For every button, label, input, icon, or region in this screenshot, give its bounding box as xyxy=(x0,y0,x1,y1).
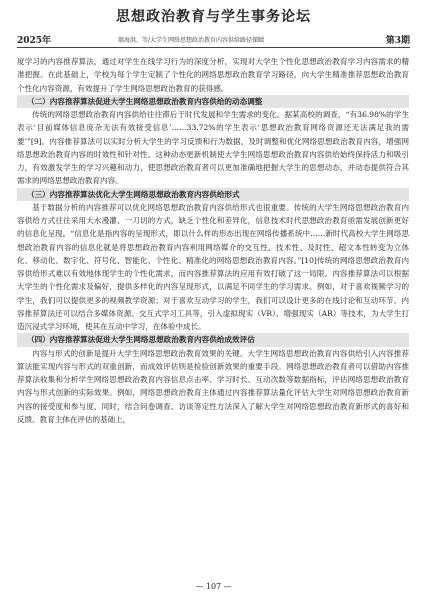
running-head: 郝海洪，等/大学生网络思想政治教育内容供给路径探赜 xyxy=(118,37,265,44)
section-heading: （四）内容推荐算法促进大学生网络思想政治教育内容供给成效评估 xyxy=(17,333,409,346)
header-rule xyxy=(17,47,410,48)
body-paragraph: 内容与形式的创新是提升大学生网络思想政治教育效果的关键。大学生网络思想政治教育内容供给引入内容推荐算法能实现内容与形式的双重创新，而成效评估则是检验创新效果的重要手段。网络思想政治教育者可以借助内容推荐算法收集和分析学生网络思想政治教育内容信息点击率、学习时长、互动次数等数据指标，评估网络思想政治教育内容与形式创新的实际效果。例如，网络思想政治教育主体通过内容推荐算法量化评估大学生对网络思想政治教育新内容的接受度和参与度，同时，结合问卷调查、访谈等定性方法深入了解大学生对网络思想政治教育新形式的喜好和反馈。教育主体在评估的基础上， xyxy=(17,348,409,424)
issue-number: 第3期 xyxy=(385,36,410,46)
article-body xyxy=(17,55,409,426)
section-heading: （三）内容推荐算法优化大学生网络思想政治教育内容供给形式 xyxy=(17,188,409,201)
page-number: — 107 — xyxy=(195,582,232,591)
section-heading: （二）内容推荐算法促进大学生网络思想政治教育内容供给的动态调整 xyxy=(17,95,409,108)
body-paragraph: 传统的网络思想政治教育内容供给往往滞后于时代发展和学生需求的变化。据某高校的调查，“有36.98%的学生表示‘目前媒体信息庞杂无法有效接受信息’……33.72%的学生表示‘思想政治教育网络资源还无法满足我的需要’”[9]。内容推荐算法可以实时分析大学生的学习反馈和行为数据，及时调整和优化网络思想政治教育内容，增强网络思想政治教育内容的时效性和针对性。这种动态更新机制使大学生网络思想政治教育内容供给始终保持活力和吸引力，有效激发学生的学习兴趣和动力，使思想政治教育者可以更加准确地把握大学生的思想动态，并动态提供符合其需求的网络思想政治教育内容。 xyxy=(17,110,409,186)
journal-title: 思想政治教育与学生事务论坛 xyxy=(116,9,311,25)
body-paragraph: 度学习的内容推荐算法，通过对学生在线学习行为的深度分析，实现对大学生个性化思想政治教育学习内容需求的精准把握。在此基础上，学校为每个学生定制了个性化的网络思想政治教育学习路径，向大学生精准推荐思想政治教育个性化内容资源，有效提升了学生网络思想政治教育的获得感。 xyxy=(17,57,409,93)
publication-year: 2025年 xyxy=(17,36,52,46)
body-paragraph: 基于数据分析的内容推荐可以优化网络思想政治教育内容供给形式也很重要。传统的大学生网络思想政治教育内容供给方式往往采用大水漫灌、一刀切的方式，缺乏个性化和差异化，信息技术时代思想政治教育亟需发展创新更好的信息化呈现。“信息化是指内容的呈现形式，即以什么样的形态出现在网络传播系统中……新时代高校大学生网络思想政治教育内容的信息化就是将思想政治教育内容利用网络媒介的交互性、技术性、及时性、超文本性转变为立体化、移动化、数字化、符号化、智能化、个性化、精准化的网络思想政治教育内容。”[10]传统的网络思想政治教育内容供给形式难以有效地体现学生的个性化需求，而内容推荐算法的应用有效打破了这一局限。内容推荐算法可以根据大学生的个性化需求及偏好，提供多样化的内容呈现形式，以满足不同学生的学习需求。例如，对于喜欢视频学习的学生，我们可以提供更多的视频教学资源；对于喜欢互动学习的学生，我们可以设计更多的在线讨论和互动环节。内容推荐算法还可以结合多媒体资源、交互式学习工具等，引入虚拟现实（VR）、增强现实（AR）等技术，为大学生打造沉浸式学习环境，使其在互动中学习，在体验中成长。 xyxy=(17,202,409,331)
